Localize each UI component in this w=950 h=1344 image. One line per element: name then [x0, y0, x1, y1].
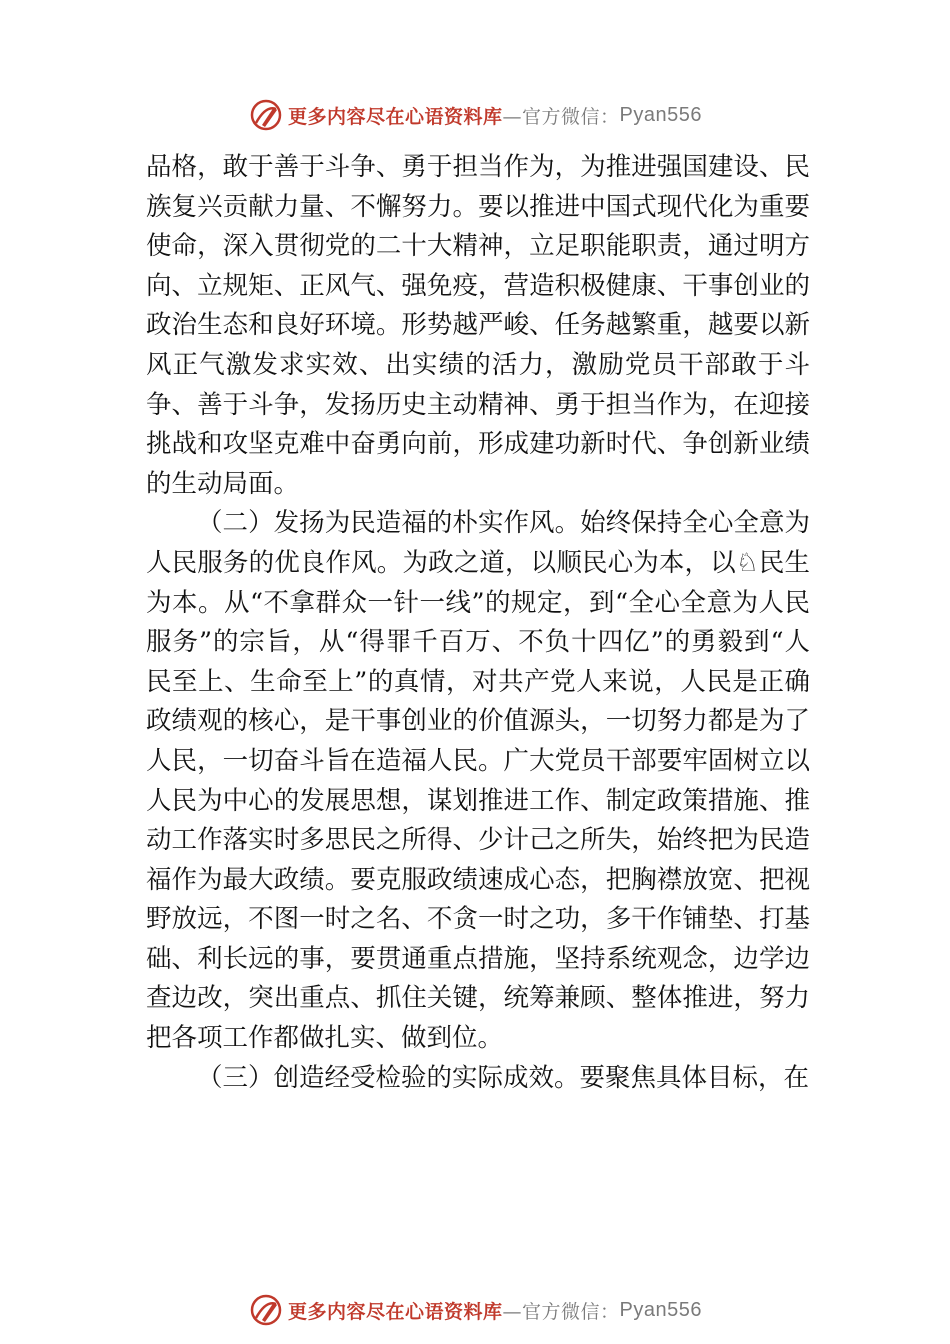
- paragraph-1: 品格，敢于善于斗争、勇于担当作为，为推进强国建设、民族复兴贡献力量、不懈努力。要以推进中国式现代化为重要使命，深入贯彻党的二十大精神，立足职能职责，通过明方向、立规矩、正风气、强免疫，营造积极健康、干事创业的政治生态和良好环境。形势越严峻、任务越繁重，越要以新风正气激发求实效、出实绩的活力，激励党员干部敢于斗争、善于斗争，发扬历史主动精神、勇于担当作为，在迎接挑战和攻坚克难中奋勇向前，形成建功新时代、争创新业绩的生动局面。: [146, 152, 810, 499]
- pen-swirl-logo-icon: [248, 1292, 284, 1328]
- banner-brand-text: 更多内容尽在心语资料库: [288, 1300, 503, 1323]
- paragraph-3: （三）创造经受检验的实际成效。要聚焦具体目标，在: [197, 1062, 810, 1093]
- banner-wechat-label: —官方微信：: [502, 105, 620, 128]
- pen-swirl-logo-icon: [248, 97, 284, 133]
- paragraph-2: （二）发扬为民造福的朴实作风。始终保持全心全意为人民服务的优良作风。为政之道，以顺民心为本，以♘民生为本。从“不拿群众一针一线”的规定，到“全心全意为人民服务”的宗旨，从“得罪千百万、不负十四亿”的勇毅到“人民至上、生命至上”的真情，对共产党人来说，人民是正确政绩观的核心，是干事创业的价值源头，一切努力都是为了人民，一切奋斗旨在造福人民。广大党员干部要牢固树立以人民为中心的发展思想，谋划推进工作、制定政策措施、推动工作落实时多思民之所得、少计己之所失，始终把为民造福作为最大政绩。要克服政绩速成心态，把胸襟放宽、把视野放远，不图一时之名、不贪一时之功，多干作铺垫、打基础、利长远的事，要贯通重点措施，坚持系统观念，边学边查边改，突出重点、抓住关键，统筹兼顾、整体推进，努力把各项工作都做扎实、做到位。: [146, 508, 810, 1054]
- footer-watermark-banner: [0, 1290, 950, 1330]
- banner-wechat-account: Pyan556: [619, 1298, 702, 1321]
- banner-wechat-account: Pyan556: [619, 103, 702, 126]
- banner-brand-text: 更多内容尽在心语资料库: [288, 105, 503, 128]
- document-body: [146, 148, 810, 1098]
- banner-wechat-label: —官方微信：: [502, 1300, 620, 1323]
- header-watermark-banner: [0, 95, 950, 135]
